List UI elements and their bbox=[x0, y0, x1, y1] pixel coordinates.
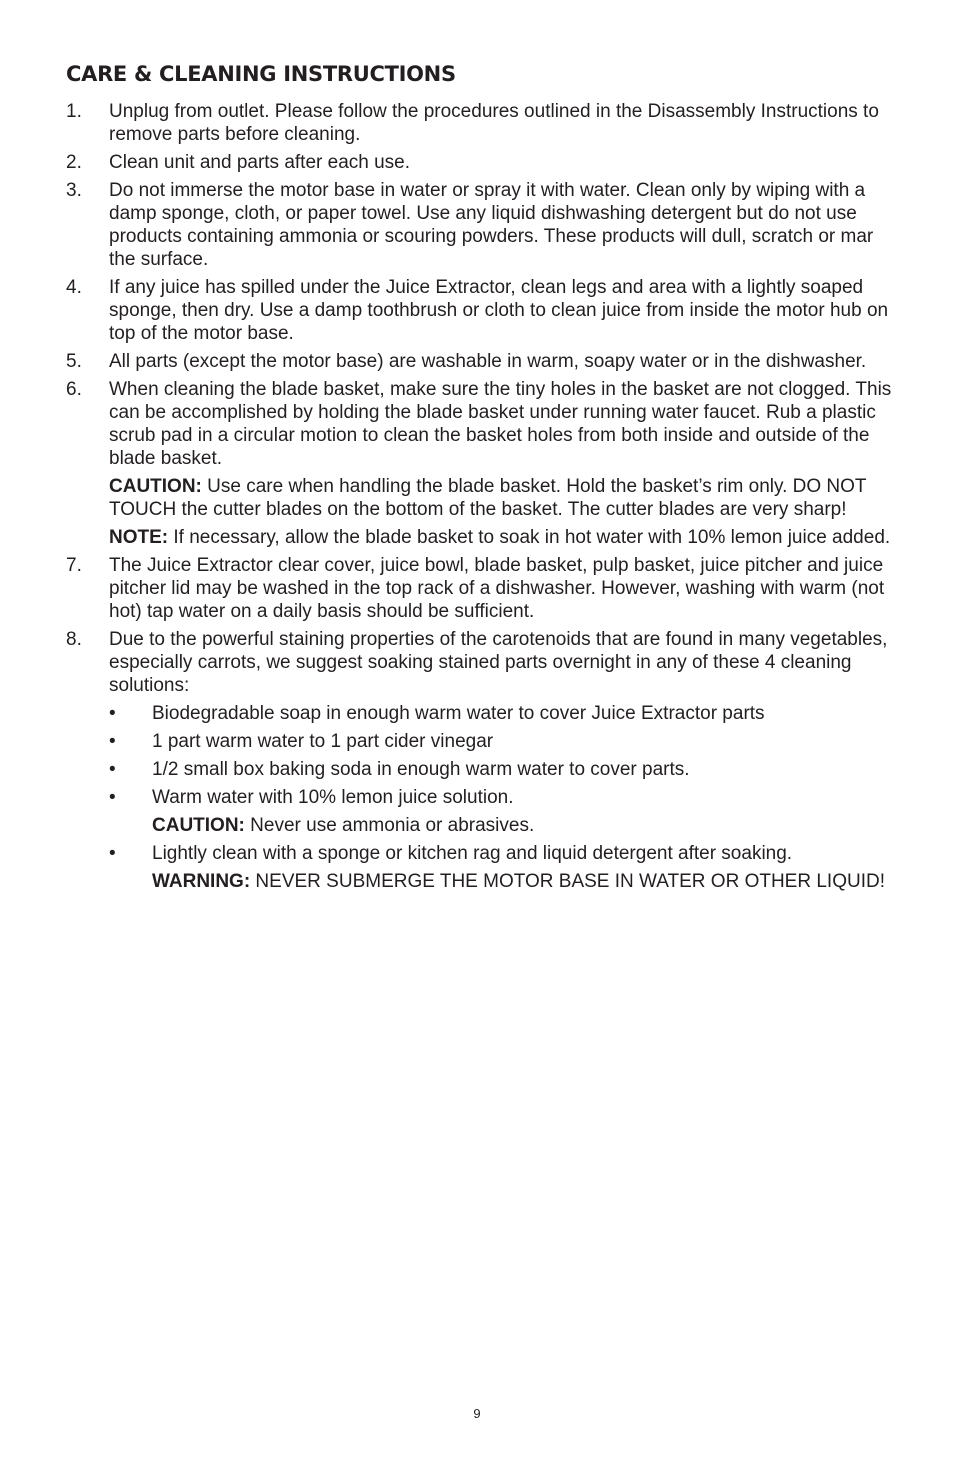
item-text: Unplug from outlet. Please follow the procedures outlined in the Disassembly Instructions to remove parts before cleaning. bbox=[109, 101, 879, 145]
warning-note bbox=[152, 870, 896, 893]
warning-label: WARNING: bbox=[152, 871, 251, 892]
item-number: 4. bbox=[66, 277, 82, 298]
cleaning-solutions-list bbox=[109, 702, 896, 893]
note-label: NOTE: bbox=[109, 527, 169, 548]
item-body bbox=[109, 151, 896, 174]
list-item bbox=[66, 378, 896, 549]
note-text: If necessary, allow the blade basket to soak in hot water with 10% lemon juice added. bbox=[168, 527, 891, 548]
bullet-icon: • bbox=[109, 787, 116, 808]
item-body bbox=[109, 179, 896, 271]
item-number: 2. bbox=[66, 152, 82, 173]
bullet-item bbox=[109, 842, 896, 893]
caution-label: CAUTION: bbox=[152, 815, 245, 836]
caution-note bbox=[152, 814, 896, 837]
warning-text: NEVER SUBMERGE THE MOTOR BASE IN WATER OR OTHER LIQUID! bbox=[250, 871, 885, 892]
item-body bbox=[109, 276, 896, 345]
item-text: Due to the powerful staining properties of the carotenoids that are found in many vegetables, especially carrots, we suggest soaking stained parts overnight in any of these 4 cleaning solutions: bbox=[109, 629, 888, 696]
bullet-text: 1/2 small box baking soda in enough warm water to cover parts. bbox=[152, 759, 690, 780]
item-number: 8. bbox=[66, 629, 82, 650]
bullet-icon: • bbox=[109, 731, 116, 752]
item-text: If any juice has spilled under the Juice Extractor, clean legs and area with a lightly soaped sponge, then dry. Use a damp toothbrush or cloth to clean juice from inside the motor hub on top of the motor base. bbox=[109, 277, 889, 344]
caution-text: Use care when handling the blade basket. Hold the basket’s rim only. DO NOT TOUCH the cutter blades on the bottom of the basket. The cutter blades are very sharp! bbox=[109, 476, 867, 520]
bullet-item bbox=[109, 758, 896, 781]
list-item bbox=[66, 554, 896, 623]
list-item bbox=[66, 179, 896, 271]
item-text: Do not immerse the motor base in water or spray it with water. Clean only by wiping with a damp sponge, cloth, or paper towel. Use any liquid dishwashing detergent but do not use products containing ammonia or scouring powders. These products will dull, scratch or mar the surface. bbox=[109, 180, 874, 270]
list-item bbox=[66, 350, 896, 373]
page-number: 9 bbox=[473, 1406, 481, 1421]
bullet-body bbox=[152, 842, 896, 893]
bullet-body bbox=[152, 786, 896, 837]
item-body bbox=[109, 100, 896, 146]
bullet-icon: • bbox=[109, 703, 116, 724]
note bbox=[109, 526, 896, 549]
item-text: All parts (except the motor base) are washable in warm, soapy water or in the dishwasher. bbox=[109, 351, 867, 372]
list-item bbox=[66, 151, 896, 174]
caution-label: CAUTION: bbox=[109, 476, 202, 497]
bullet-text: 1 part warm water to 1 part cider vinegar bbox=[152, 731, 494, 752]
bullet-item bbox=[109, 702, 896, 725]
item-text: When cleaning the blade basket, make sure the tiny holes in the basket are not clogged. This can be accomplished by holding the blade basket under running water faucet. Rub a plastic scrub pad in a circular motion to clean the basket holes from both inside and outside of the blade basket. bbox=[109, 379, 892, 469]
bullet-text: Lightly clean with a sponge or kitchen rag and liquid detergent after soaking. bbox=[152, 843, 793, 864]
instruction-list bbox=[66, 100, 896, 903]
bullet-text: Biodegradable soap in enough warm water to cover Juice Extractor parts bbox=[152, 703, 765, 724]
bullet-body bbox=[152, 730, 896, 753]
item-body bbox=[109, 628, 896, 898]
section-title: CARE & CLEANING INSTRUCTIONS bbox=[66, 62, 456, 86]
item-body bbox=[109, 378, 896, 549]
item-number: 3. bbox=[66, 180, 82, 201]
list-item bbox=[66, 628, 896, 898]
bullet-icon: • bbox=[109, 843, 116, 864]
item-number: 5. bbox=[66, 351, 82, 372]
bullet-item bbox=[109, 730, 896, 753]
caution-text: Never use ammonia or abrasives. bbox=[244, 815, 535, 836]
item-body bbox=[109, 554, 896, 623]
bullet-item bbox=[109, 786, 896, 837]
item-text: The Juice Extractor clear cover, juice bowl, blade basket, pulp basket, juice pitcher and juice pitcher lid may be washed in the top rack of a dishwasher. However, washing with warm (not hot) tap water on a daily basis should be sufficient. bbox=[109, 555, 885, 622]
list-item bbox=[66, 276, 896, 345]
bullet-icon: • bbox=[109, 759, 116, 780]
item-text: Clean unit and parts after each use. bbox=[109, 152, 411, 173]
item-number: 1. bbox=[66, 101, 82, 122]
bullet-body bbox=[152, 758, 896, 781]
item-number: 7. bbox=[66, 555, 82, 576]
list-item bbox=[66, 100, 896, 146]
caution-note bbox=[109, 475, 896, 521]
bullet-text: Warm water with 10% lemon juice solution. bbox=[152, 787, 514, 808]
item-number: 6. bbox=[66, 379, 82, 400]
item-body bbox=[109, 350, 896, 373]
bullet-body bbox=[152, 702, 896, 725]
